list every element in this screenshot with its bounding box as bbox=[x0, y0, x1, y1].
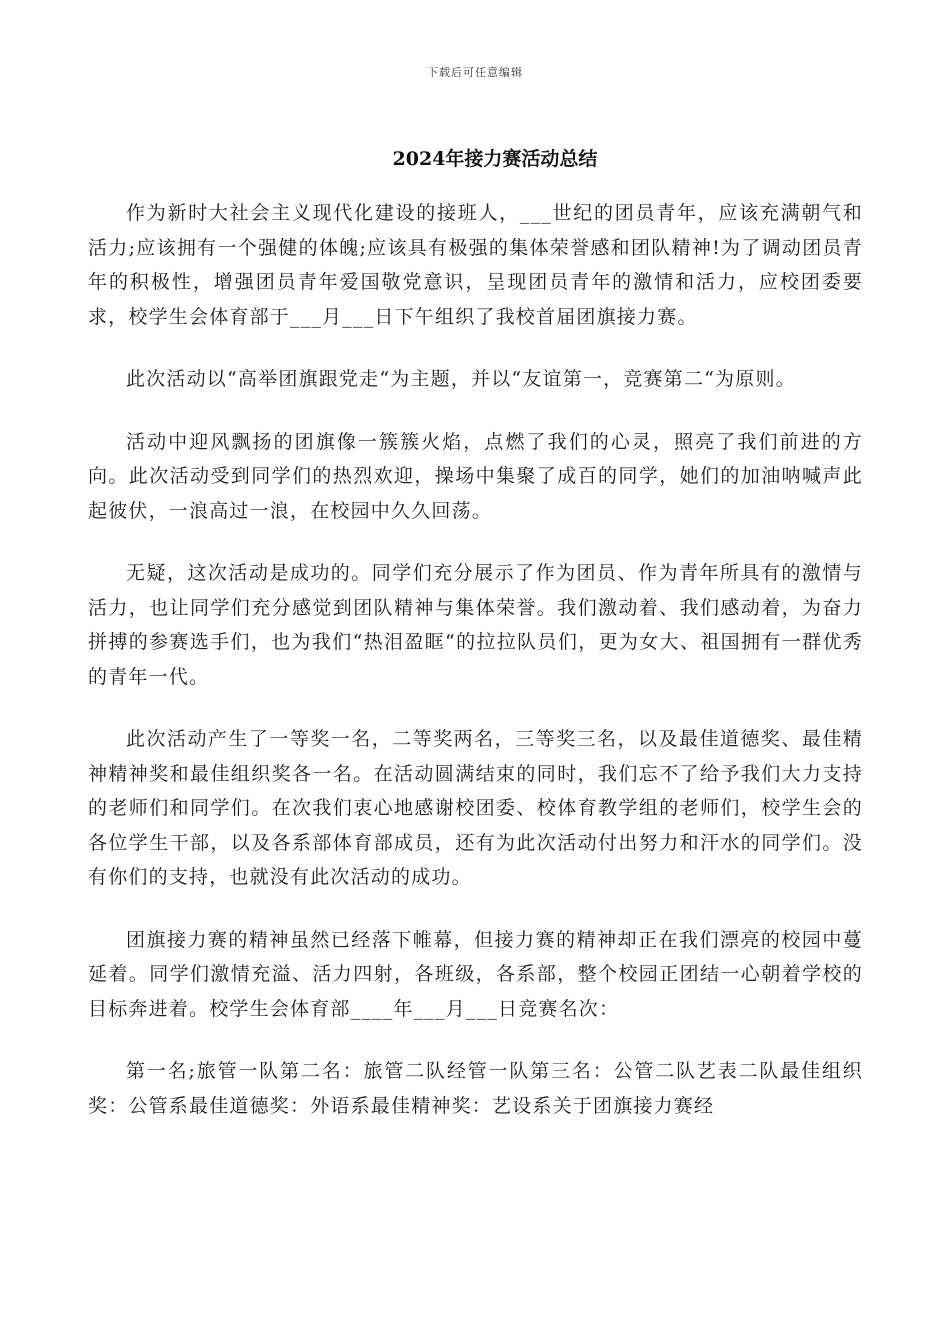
paragraph: 此次活动以“高举团旗跟党走“为主题，并以“友谊第一，竞赛第二“为原则。 bbox=[126, 368, 796, 390]
paragraph: 团旗接力赛的精神虽然已经落下帷幕，但接力赛的精神却正在我们漂亮的校园中蔓延着。同学们激情充溢、活力四射，各班级，各系部，整个校园正团结一心朝着学校的目标奔进着。校学生会体育部____年___月___日竞赛名次： bbox=[88, 928, 863, 1020]
paragraph: 作为新时大社会主义现代化建设的接班人，___世纪的团员青年，应该充满朝气和活力;应该拥有一个强健的体魄;应该具有极强的集体荣誉感和团队精神!为了调动团员青年的积极性，增强团员青年爱国敬党意识，呈现团员青年的激情和活力，应校团委要求，校学生会体育部于___月___日下午组织了我校首届团旗接力赛。 bbox=[88, 202, 863, 328]
header-note: 下载后可任意编辑 bbox=[427, 66, 523, 79]
document-body bbox=[88, 196, 863, 1151]
paragraph: 此次活动产生了一等奖一名，二等奖两名，三等奖三名，以及最佳道德奖、最佳精神精神奖和最佳组织奖各一名。在活动圆满结束的同时，我们忘不了给予我们大力支持的老师们和同学们。在次我们衷心地感谢校团委、校体育教学组的老师们，校学生会的各位学生干部，以及各系部体育部成员，还有为此次活动付出努力和汗水的同学们。没有你们的支持，也就没有此次活动的成功。 bbox=[88, 728, 863, 888]
paragraph: 活动中迎风飘扬的团旗像一簇簇火焰，点燃了我们的心灵，照亮了我们前进的方向。此次活动受到同学们的热烈欢迎，操场中集聚了成百的同学，她们的加油呐喊声此起彼伏，一浪高过一浪，在校园中久久回荡。 bbox=[88, 430, 863, 522]
paragraph: 第一名;旅管一队第二名：旅管二队经管一队第三名：公管二队艺表二队最佳组织奖：公管系最佳道德奖：外语系最佳精神奖：艺设系关于团旗接力赛经 bbox=[88, 1060, 863, 1117]
paragraph: 无疑，这次活动是成功的。同学们充分展示了作为团员、作为青年所具有的激情与活力，也让同学们充分感觉到团队精神与集体荣誉。我们激动着、我们感动着，为奋力拼搏的参赛选手们，也为我们“热泪盈眶“的拉拉队员们，更为女大、祖国拥有一群优秀的青年一代。 bbox=[88, 562, 863, 688]
document-title: 2024年接力赛活动总结 bbox=[392, 148, 598, 170]
